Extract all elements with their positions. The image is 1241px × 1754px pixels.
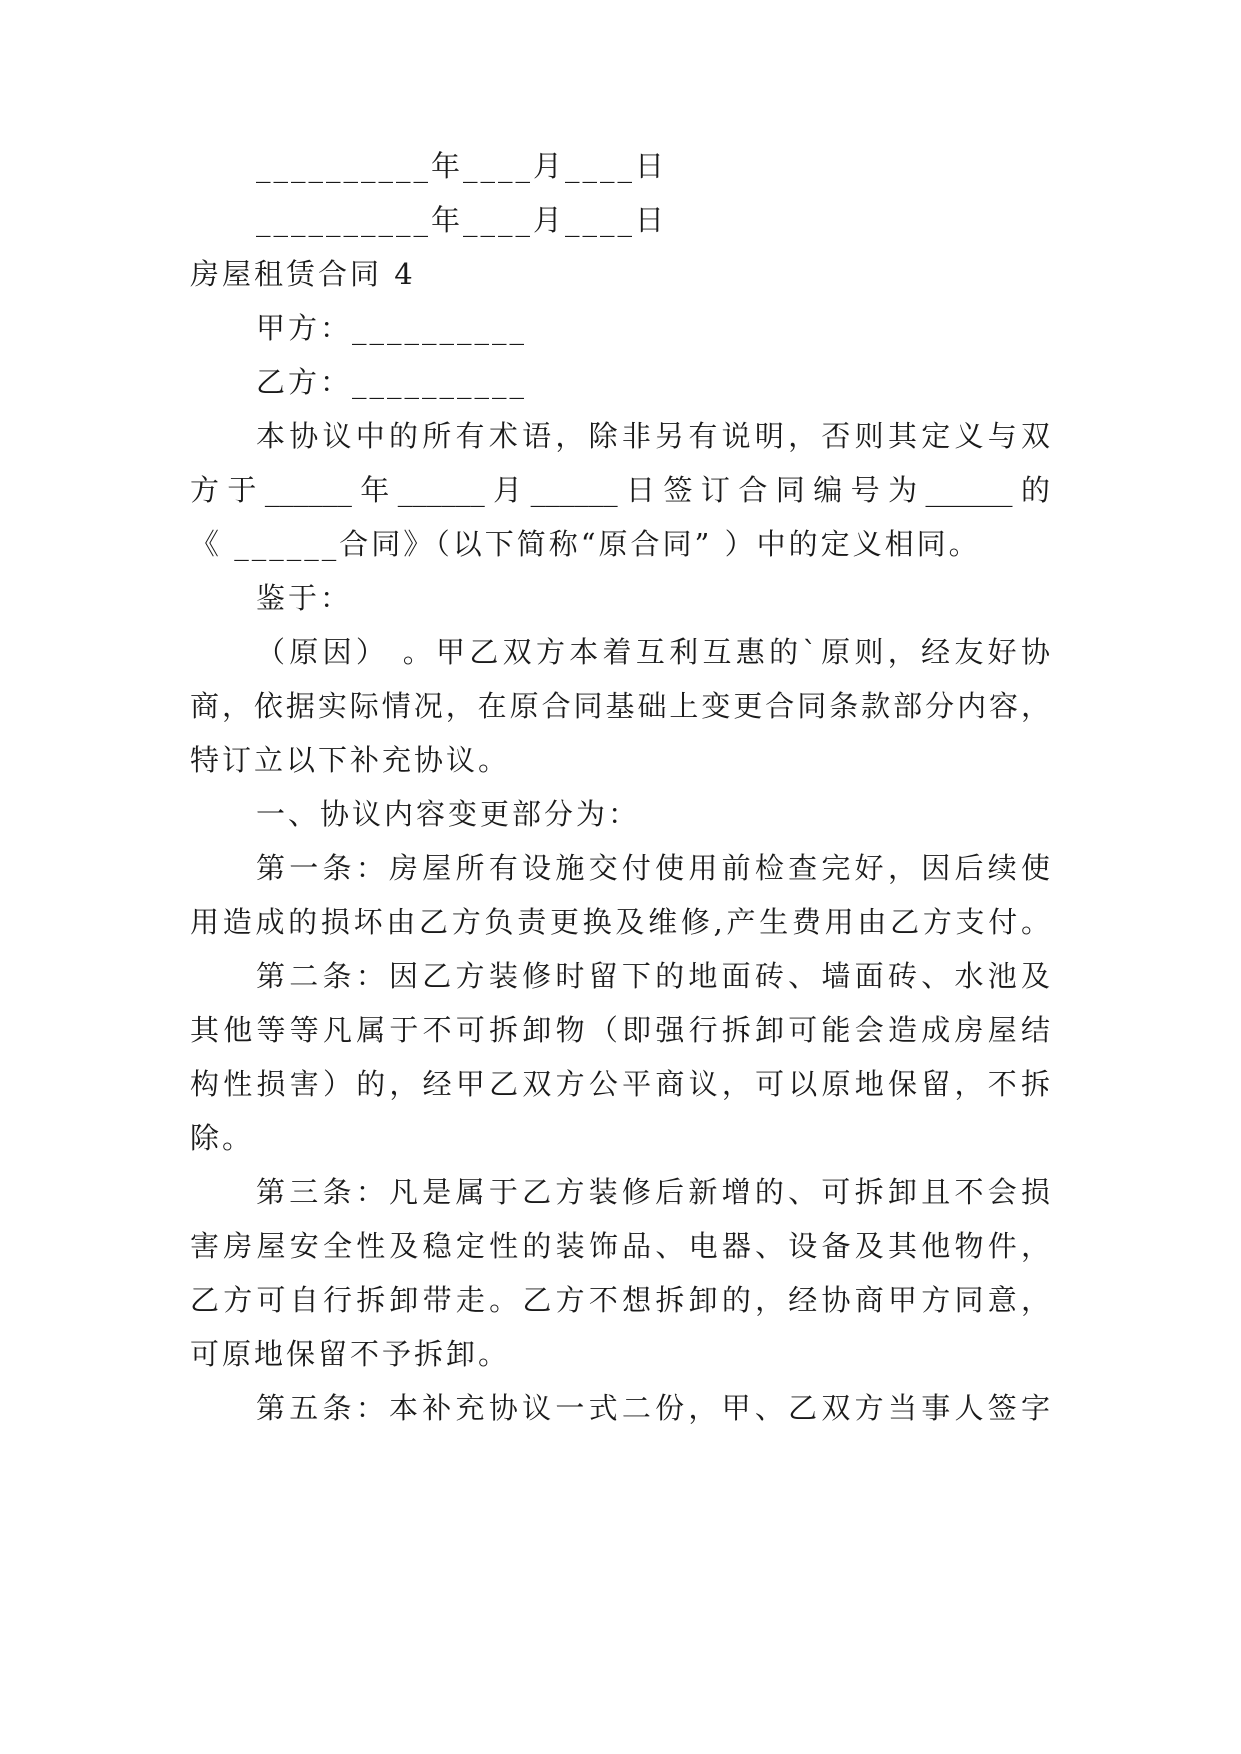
paragraph-line: 本协议中的所有术语，除非另有说明，否则其定义与双: [256, 419, 1050, 453]
article-line: 第五条：本补充协议一式二份，甲、乙双方当事人签字: [256, 1391, 1050, 1425]
article-line: 构性损害）的，经甲乙双方公平商议，可以原地保留，不拆: [190, 1067, 1050, 1101]
article-line: 第一条：房屋所有设施交付使用前检查完好，因后续使: [256, 851, 1050, 885]
date-line-2: __________年____月____日: [256, 203, 668, 237]
article-line: 第三条：凡是属于乙方装修后新增的、可拆卸且不会损: [256, 1175, 1050, 1209]
article-line: 用造成的损坏由乙方负责更换及维修,产生费用由乙方支付。: [190, 905, 1050, 939]
date-line-1: __________年____月____日: [256, 149, 668, 183]
paragraph-line: 特订立以下补充协议。: [190, 743, 511, 777]
paragraph-line: 方于______年______月______日签订合同编号为______的: [190, 473, 1050, 507]
contract-title: 房屋租赁合同 4: [190, 257, 416, 291]
paragraph-line: 《 ______合同》（以下简称“原合同” ）中的定义相同。: [190, 527, 981, 561]
article-line: 第二条：因乙方装修时留下的地面砖、墙面砖、水池及: [256, 959, 1050, 993]
article-line: 害房屋安全性及稳定性的装饰品、电器、设备及其他物件，: [190, 1229, 1050, 1263]
paragraph-line: （原因） 。甲乙双方本着互利互惠的`原则，经友好协: [256, 635, 1050, 669]
party-b-line: 乙方：__________: [256, 365, 528, 399]
article-line: 除。: [190, 1121, 255, 1155]
section-heading: 一、协议内容变更部分为：: [256, 797, 641, 831]
paragraph-line: 商，依据实际情况，在原合同基础上变更合同条款部分内容，: [190, 689, 1050, 723]
article-line: 乙方可自行拆卸带走。乙方不想拆卸的，经协商甲方同意，: [190, 1283, 1050, 1317]
heading-whereas: 鉴于：: [256, 581, 353, 615]
article-line: 其他等等凡属于不可拆卸物（即强行拆卸可能会造成房屋结: [190, 1013, 1050, 1047]
party-a-line: 甲方：__________: [256, 311, 528, 345]
article-line: 可原地保留不予拆卸。: [190, 1337, 511, 1371]
